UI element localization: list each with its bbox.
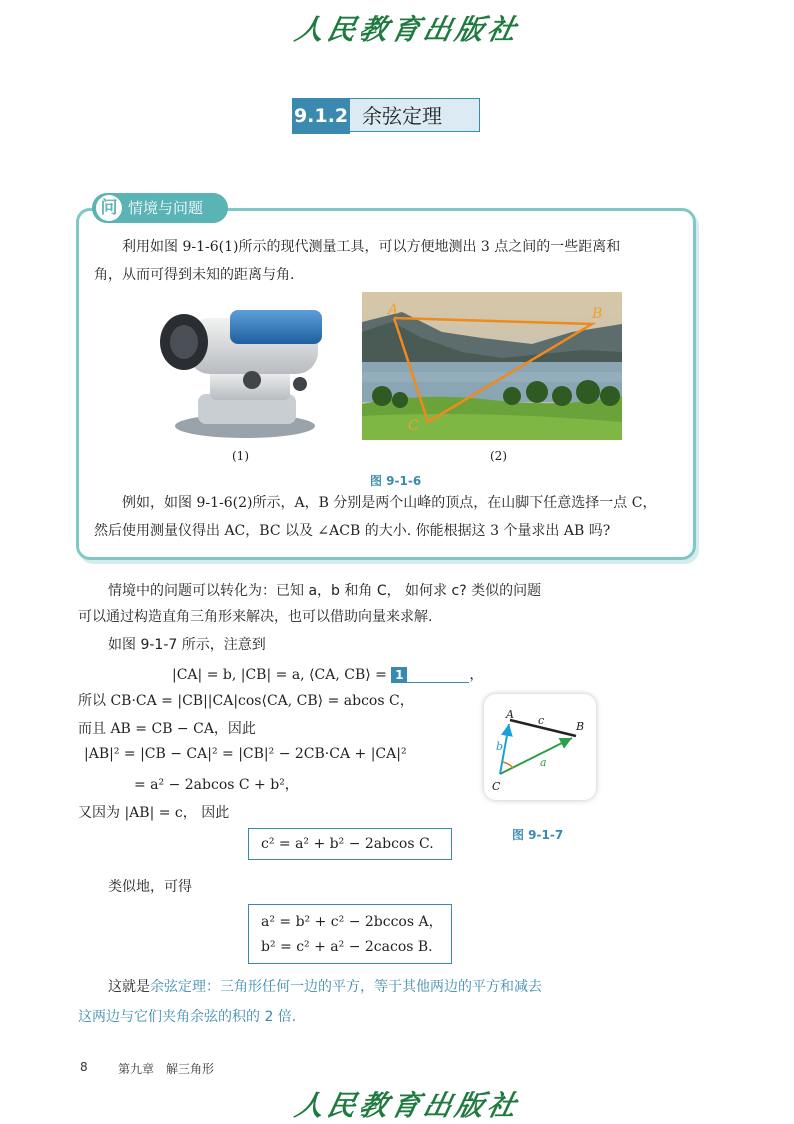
equation-1-end: ， [469,667,484,683]
fig-label-a: a [540,756,547,769]
sub-caption-1: (1) [232,449,249,463]
situation-intro-line1: 利用如图 9-1-6(1)所示的现代测量工具，可以方便地测出 3 点之间的一些距离和 [122,239,621,255]
answer-blank[interactable] [407,668,469,683]
figure-caption-9-1-7: 图 9-1-7 [512,828,564,842]
formula-a: a² = b² + c² − 2bccos A， [261,914,443,930]
formula-b: b² = c² + a² − 2cacos B. [261,939,433,955]
triangle-figure [484,694,596,800]
section-number: 9.1.2 [292,98,350,134]
equation-1-text: |CA| = b, |CB| = a, ⟨CA, CB⟩ = [172,667,387,683]
photo-label-c: C [408,418,419,434]
formula-box-2 [248,904,452,964]
section-header [292,98,488,134]
theorem-line1 [108,974,542,1000]
photo-label-a: A [388,302,399,318]
equation-6: 又因为 |AB| = c， 因此 [78,805,230,821]
fig-label-C: C [492,780,501,793]
fig-label-b: b [496,740,504,753]
situation-example-line2: 然后使用测量仪得出 AC，BC 以及 ∠ACB 的大小. 你能根据这 3 个量求出 AB 吗? [94,523,611,539]
mountain-photo-image [362,292,622,440]
question-icon: 问 [96,195,122,221]
chapter-title: 第九章 解三角形 [118,1062,215,1076]
fig-label-B: B [576,720,585,733]
situation-intro-line2: 角，从而可得到未知的距离与角. [94,267,295,283]
publisher-logo-top: 人民教育出版社 [292,13,524,46]
theorem-text1: 三角形任何一边的平方，等于其他两边的平方和减去 [220,979,542,995]
equation-1 [172,664,483,684]
surveying-instrument-image [150,298,336,444]
body-para2: 如图 9-1-7 所示，注意到 [108,637,266,653]
sub-caption-2: (2) [490,449,507,463]
theorem-text2: 这两边与它们夹角余弦的积的 2 倍. [78,1009,297,1025]
photo-label-b: B [592,306,603,322]
body-para1-line1: 情境中的问题可以转化为：已知 a，b 和角 C， 如何求 c? 类似的问题 [108,583,542,599]
fig-label-A: A [506,708,514,721]
theorem-lead: 这就是 [108,979,150,995]
situation-label: 情境与问题 [128,199,204,217]
theorem-name: 余弦定理： [150,979,220,995]
section-title: 余弦定理 [350,98,480,132]
triangle-diagram [484,694,596,800]
situation-example-line1: 例如，如图 9-1-6(2)所示，A，B 分别是两个山峰的顶点，在山脚下任意选择一点 C， [122,495,657,511]
equation-3: 而且 AB = CB − CA，因此 [78,721,256,737]
fig-label-c: c [538,714,545,727]
blank-number-box: 1 [391,667,407,683]
formula-c: c² = a² + b² − 2abcos C. [261,836,434,852]
equation-5: = a² − 2abcos C + b²， [134,777,299,793]
equation-4: |AB|² = |CB − CA|² = |CB|² − 2CB·CA + |CA|² [84,746,407,762]
page-number: 8 [80,1060,88,1074]
figure-caption-9-1-6: 图 9-1-6 [370,474,422,488]
publisher-logo-bottom: 人民教育出版社 [292,1089,524,1122]
body-para1-line2: 可以通过构造直角三角形来解决，也可以借助向量来求解. [78,609,433,625]
equation-2: 所以 CB·CA = |CB||CA|cos⟨CA, CB⟩ = abcos C， [78,693,414,709]
body-para3: 类似地，可得 [108,879,192,895]
formula-box-1 [248,828,452,860]
